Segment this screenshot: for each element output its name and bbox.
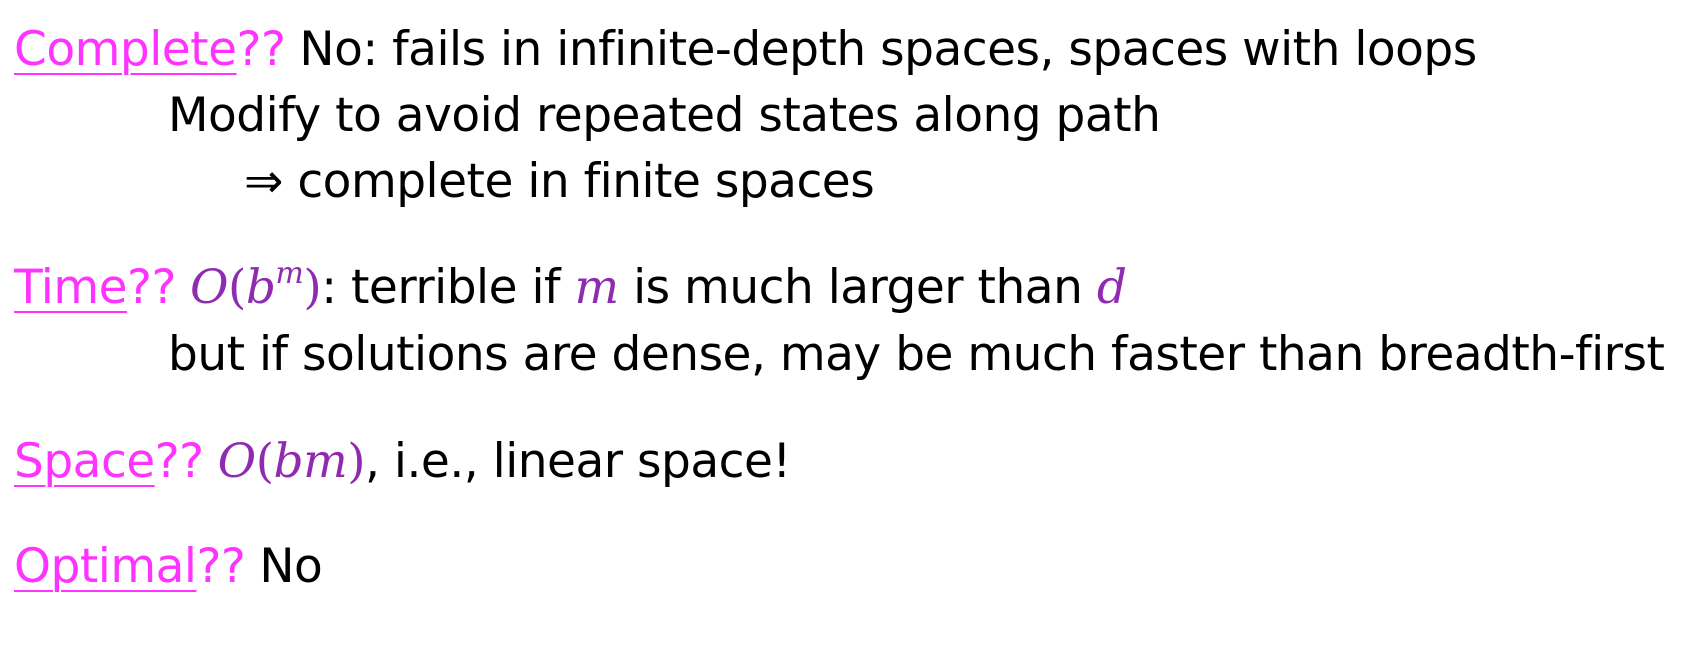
complete-line [14, 20, 1477, 80]
time-base: b [245, 260, 276, 315]
time-paren-open: ( [227, 260, 246, 315]
time-line [14, 258, 1126, 318]
optimal-question-marks: ?? [196, 539, 246, 594]
time-detail: but if solutions are dense, may be much faster than breadth-first [168, 327, 1665, 382]
time-big-o: O [189, 260, 228, 315]
implies-arrow-icon: ⇒ [244, 154, 283, 209]
time-text-a: : terrible if [321, 260, 561, 315]
optimal-term[interactable]: Optimal [14, 539, 197, 594]
space-question-marks: ?? [154, 434, 204, 489]
time-var-d: d [1096, 260, 1127, 315]
space-big-o: O [217, 434, 256, 489]
space-complexity [218, 434, 365, 489]
time-exponent: m [275, 256, 304, 291]
complete-answer: No: fails in infinite-depth spaces, spaces with loops [299, 22, 1477, 77]
complete-consequence-line [244, 152, 874, 212]
space-text: , i.e., linear space! [365, 434, 791, 489]
space-paren-open: ( [255, 434, 274, 489]
time-term[interactable]: Time [14, 260, 128, 315]
complete-term[interactable]: Complete [14, 22, 237, 77]
optimal-line [14, 537, 322, 597]
time-question-marks: ?? [127, 260, 176, 315]
time-detail-line [168, 325, 1664, 385]
complete-question-marks: ?? [236, 22, 286, 77]
complete-detail: Modify to avoid repeated states along path [168, 88, 1161, 143]
space-line [14, 432, 791, 492]
space-arg: bm [273, 434, 348, 489]
time-complexity [189, 256, 322, 315]
optimal-answer: No [259, 539, 323, 594]
time-var-m: m [574, 260, 619, 315]
complete-consequence: complete in finite spaces [297, 154, 875, 209]
time-paren-close: ) [303, 260, 322, 315]
space-term[interactable]: Space [14, 434, 155, 489]
time-text-b: is much larger than [633, 260, 1083, 315]
space-paren-close: ) [347, 434, 366, 489]
complete-detail-line [168, 86, 1160, 146]
